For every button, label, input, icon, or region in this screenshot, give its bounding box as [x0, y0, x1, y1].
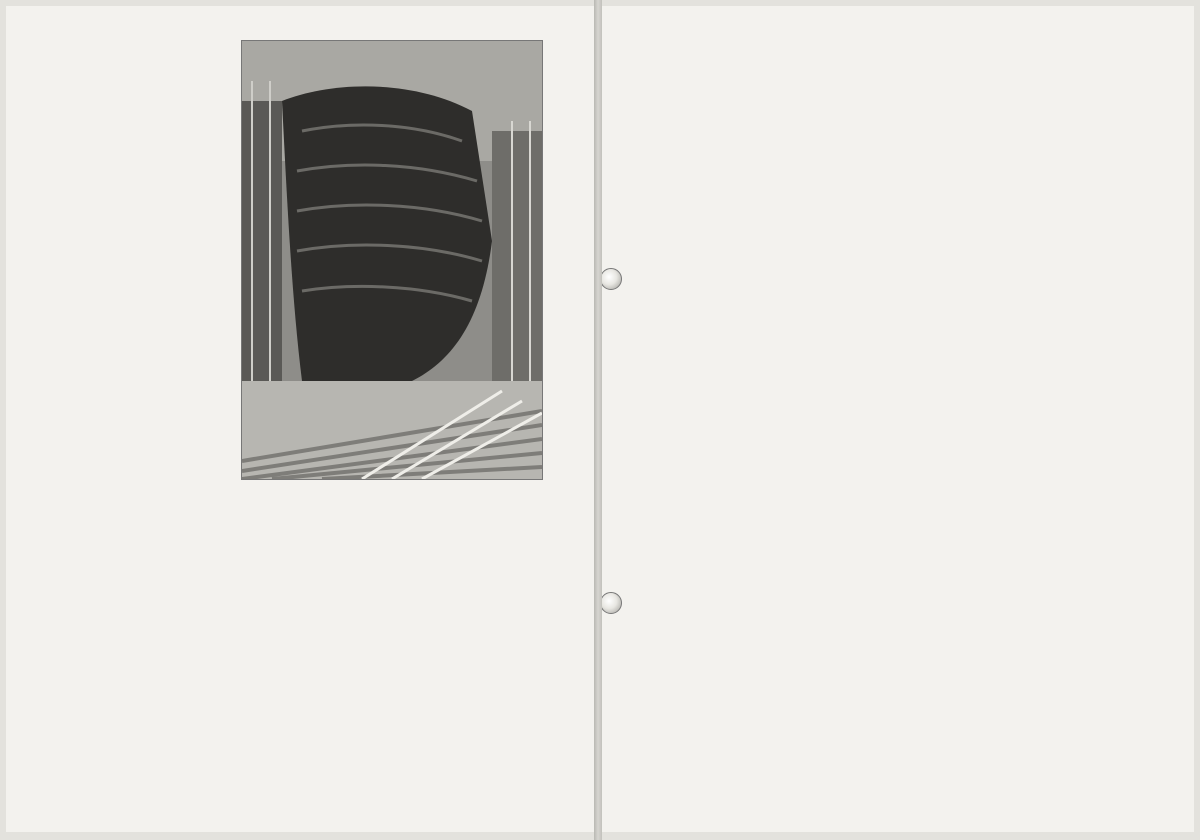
binder-hole-upper	[602, 268, 622, 290]
ship-hull-illustration	[242, 41, 542, 479]
right-page	[602, 6, 1194, 832]
right-column-2	[810, 64, 988, 92]
right-column-3	[994, 58, 1174, 92]
ship-launch-photo	[241, 40, 543, 480]
book-spine	[594, 0, 602, 840]
left-page	[6, 6, 594, 832]
binder-hole-lower	[602, 592, 622, 614]
